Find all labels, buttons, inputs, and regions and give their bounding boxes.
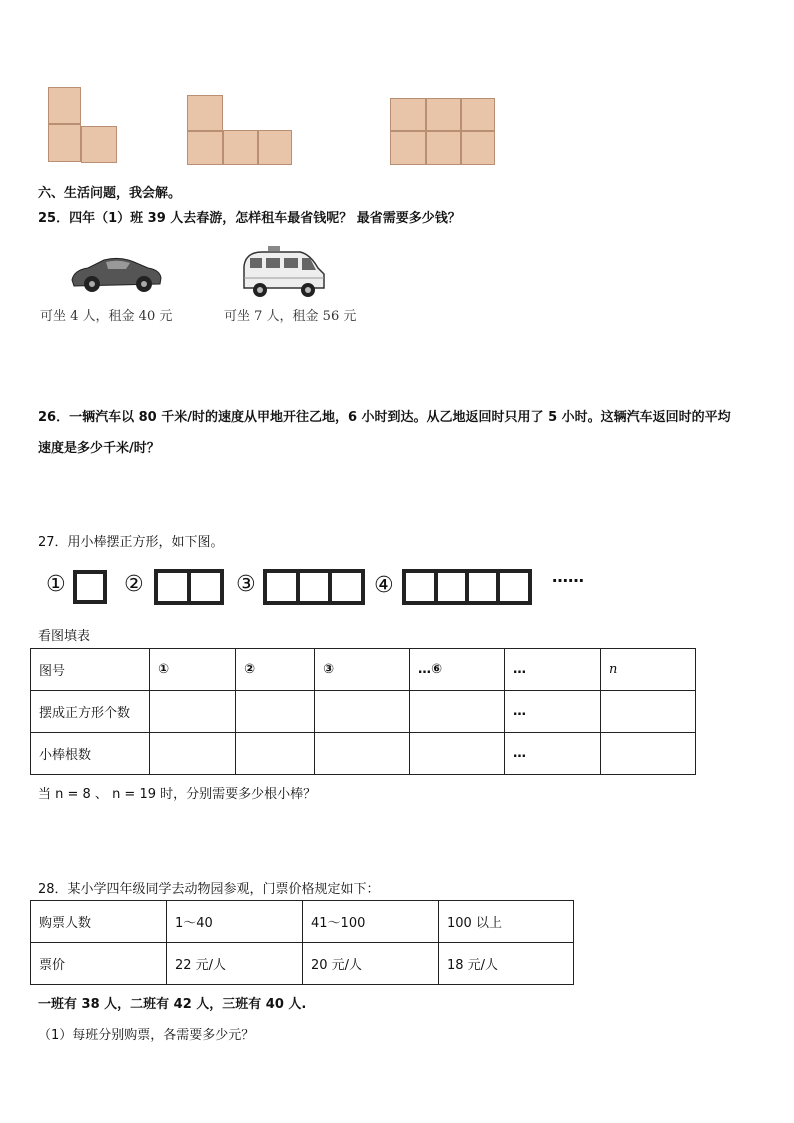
section-heading: 六、生活问题，我会解。 [38,186,182,201]
answer-cell[interactable] [150,691,236,733]
stick-figure-4 [401,568,533,606]
answer-cell[interactable] [315,691,410,733]
van-caption: 可坐 7 人，租金 56 元 [224,309,357,324]
question-26-line1: 26．一辆汽车以 80 千米/时的速度从甲地开往乙地，6 小时到达。从乙地返回时只用了 5 小时。这辆汽车返回时的平均 [38,410,731,425]
figure-ellipsis: …… [552,567,584,586]
table-cell: … [505,733,601,775]
table-cell: … [505,649,601,691]
table-cell: 票价 [31,943,167,985]
answer-cell[interactable] [410,691,505,733]
figure-label-4: ④ [374,573,394,598]
sports-car-image [68,250,164,296]
car-caption: 可坐 4 人，租金 40 元 [40,309,173,324]
table-cell: 18 元/人 [439,943,574,985]
answer-cell[interactable] [236,733,315,775]
figure-label-3: ③ [236,572,256,597]
table-cell: ③ [315,649,410,691]
answer-cell[interactable] [410,733,505,775]
answer-cell[interactable] [315,733,410,775]
table-cell: ① [150,649,236,691]
van-image [240,244,328,300]
table-row [31,733,696,775]
stick-fill-table [30,648,696,775]
table-row [31,901,574,943]
table-row [31,943,574,985]
stick-figure-1 [72,569,108,605]
ticket-price-table [30,900,574,985]
table-row [31,649,696,691]
table-cell: 小棒根数 [31,733,150,775]
figure-label-1: ① [46,572,66,597]
answer-cell[interactable] [236,691,315,733]
table-cell: 1～40 [167,901,303,943]
question-28-classes: 一班有 38 人，二班有 42 人，三班有 40 人. [38,997,307,1012]
table-cell: …⑥ [410,649,505,691]
table-cell: 22 元/人 [167,943,303,985]
table-cell: 100 以上 [439,901,574,943]
answer-cell[interactable] [150,733,236,775]
table-cell: 20 元/人 [303,943,439,985]
table-row [31,691,696,733]
table-cell: n [601,649,696,691]
table-cell: 图号 [31,649,150,691]
fill-table-title: 看图填表 [38,629,91,644]
stick-figure-2 [153,568,225,606]
question-27-followup: 当 n = 8 、 n = 19 时，分别需要多少根小棒？ [38,787,317,802]
table-cell: 摆成正方形个数 [31,691,150,733]
question-27-text: 27．用小棒摆正方形，如下图。 [38,535,224,550]
question-28-text: 28．某小学四年级同学去动物园参观，门票价格规定如下： [38,882,380,897]
stick-figure-3 [262,568,366,606]
answer-cell[interactable] [601,691,696,733]
answer-cell[interactable] [601,733,696,775]
table-cell: … [505,691,601,733]
question-25-text: 25．四年（1）班 39 人去春游，怎样租车最省钱呢？ 最省需要多少钱？ [38,211,461,226]
table-cell: 41～100 [303,901,439,943]
table-cell: ② [236,649,315,691]
table-cell: 购票人数 [31,901,167,943]
question-26-line2: 速度是多少千米/时？ [38,441,160,456]
figure-label-2: ② [124,572,144,597]
question-28-sub1: （1）每班分别购票，各需要多少元？ [38,1028,255,1043]
